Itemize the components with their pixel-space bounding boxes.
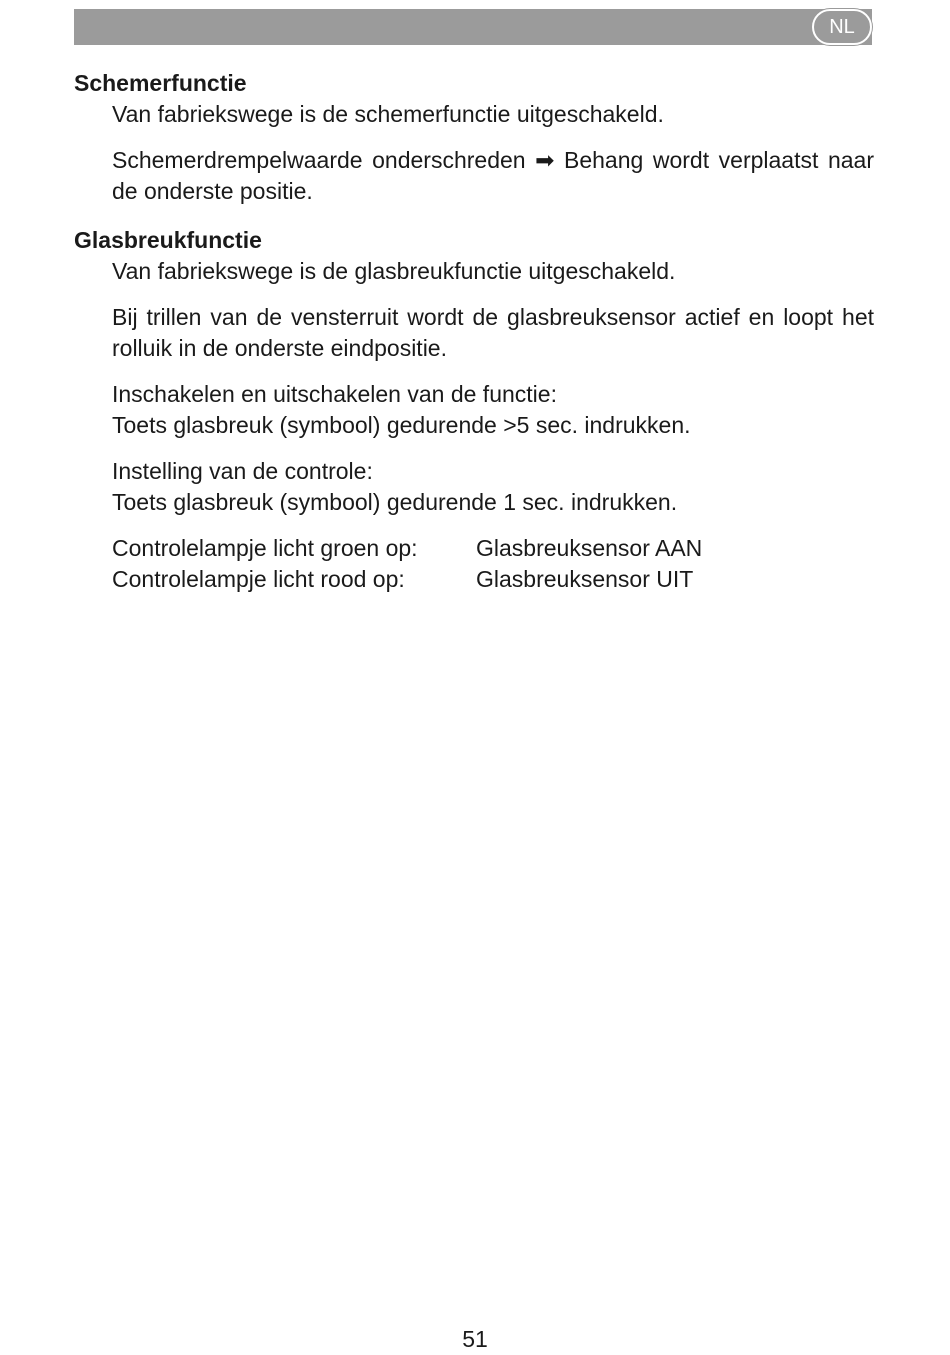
- paragraph: Inschakelen en uitschakelen van de functie:: [112, 381, 557, 407]
- status-table: [112, 533, 874, 595]
- section-glasbreukfunctie: [74, 225, 874, 595]
- paragraph: Schemerdrempelwaarde onderschreden ➡ Behang wordt verplaatst naar de onderste positie.: [112, 147, 874, 204]
- language-badge: NL: [812, 9, 872, 45]
- paragraph: Instelling van de controle:: [112, 458, 373, 484]
- section-heading: Glasbreukfunctie: [74, 227, 262, 253]
- status-label: Controlelampje licht rood op:: [112, 566, 405, 592]
- section-schemerfunctie: [74, 68, 874, 207]
- page-number: 51: [462, 1326, 488, 1352]
- status-label: Controlelampje licht groen op:: [112, 535, 418, 561]
- paragraph: Toets glasbreuk (symbool) gedurende 1 sec. indrukken.: [112, 489, 678, 515]
- status-value: Glasbreuksensor AAN: [476, 535, 703, 561]
- status-value: Glasbreuksensor UIT: [476, 566, 694, 592]
- paragraph: Bij trillen van de vensterruit wordt de glasbreuksensor actief en loopt het rolluik in de onderste eindpositie.: [112, 304, 874, 361]
- paragraph: Toets glasbreuk (symbool) gedurende >5 sec. indrukken.: [112, 412, 691, 438]
- paragraph: Van fabriekswege is de schemerfunctie uitgeschakeld.: [112, 101, 664, 127]
- header-bar: [74, 9, 872, 45]
- page-content: [74, 68, 874, 598]
- section-heading: Schemerfunctie: [74, 70, 247, 96]
- paragraph: Van fabriekswege is de glasbreukfunctie uitgeschakeld.: [112, 258, 676, 284]
